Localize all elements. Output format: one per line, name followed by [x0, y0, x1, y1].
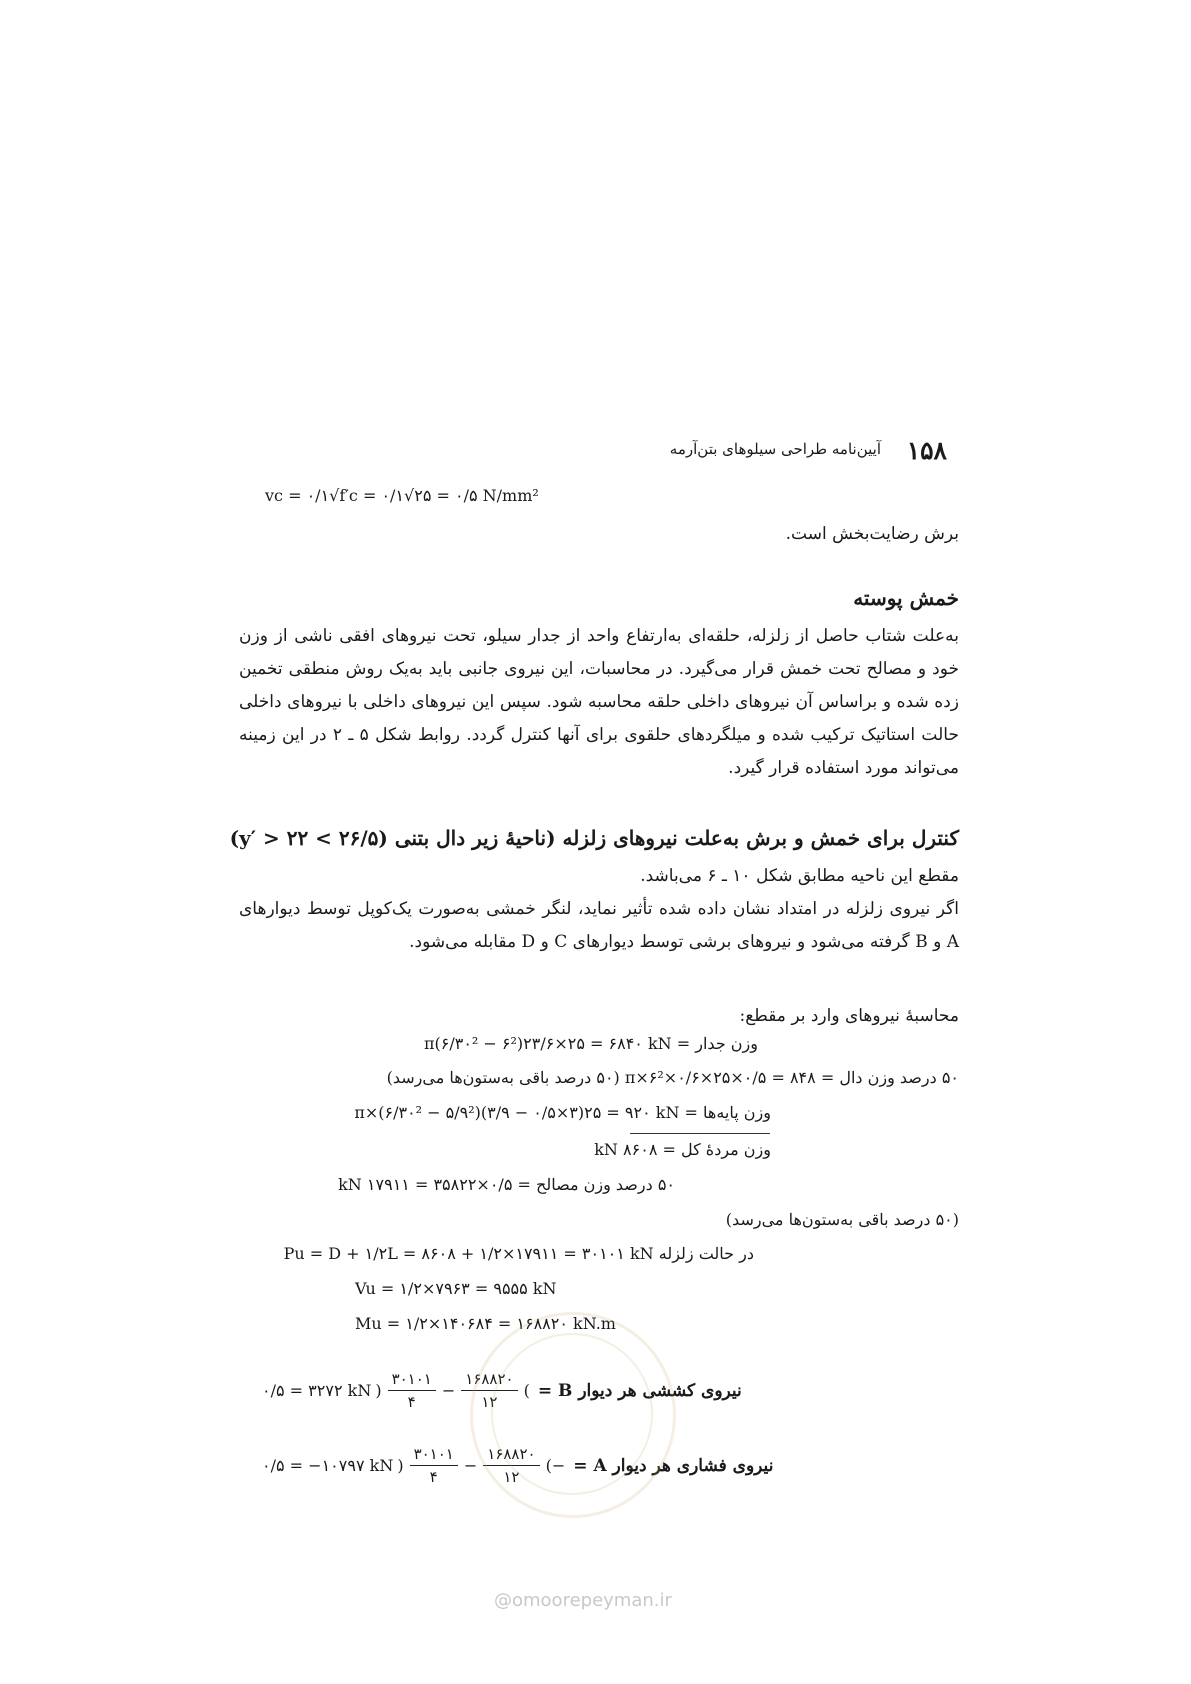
compression-result: ۰/۵ = −۱۰۷۹۷ kN — [262, 1456, 394, 1475]
sum-rule — [630, 1133, 770, 1134]
compression-numerator-2: ۳۰۱۰۱ — [410, 1445, 458, 1466]
tension-result: ۰/۵ = ۳۲۷۲ kN — [262, 1381, 372, 1400]
calc-pier-weight: وزن پایه‌ها = π×(۶/۳۰² − ۵/۹²)(۳/۹ − ۰/۵×۳)۲۵ = ۹۲۰ kN — [354, 1103, 771, 1122]
tension-open-paren: ( — [523, 1381, 530, 1400]
tension-label: نیروی کششی هر دیوار B = — [537, 1380, 742, 1401]
calc-material-note: (۵۰ درصد باقی به‌ستون‌ها می‌رسد) — [725, 1210, 959, 1229]
compression-open-paren: (− — [545, 1456, 566, 1475]
tension-numerator-1: ۱۶۸۸۲۰ — [461, 1370, 517, 1391]
tension-minus: − — [441, 1381, 456, 1400]
compression-close-paren: ) — [397, 1456, 404, 1475]
calc-mu: Mu = ۱/۲×۱۴۰۶۸۴ = ۱۶۸۸۲۰ kN.m — [355, 1314, 616, 1333]
calc-dead-total: وزن مردهٔ کل = ۸۶۰۸ kN — [594, 1140, 771, 1159]
section-heading-seismic-check: کنترل برای خمش و برش به‌علت نیروهای زلزله (ناحیهٔ زیر دال بتنی (۲۶/۵ > y′ > ۲۲) — [229, 826, 959, 850]
compression-denominator-1: ۱۲ — [503, 1468, 520, 1486]
compression-fraction-2 — [410, 1445, 458, 1486]
section-heading-shell-bending: خمش پوسته — [853, 586, 959, 610]
compression-minus: − — [463, 1456, 478, 1475]
calc-pu: در حالت زلزله Pu = D + ۱/۲L = ۸۶۰۸ + ۱/۲×۱۷۹۱۱ = ۳۰۱۰۱ kN — [283, 1244, 754, 1263]
compression-label: نیروی فشاری هر دیوار A = — [573, 1455, 774, 1476]
watermark-inner-ring — [491, 1333, 653, 1495]
tension-fraction-2 — [388, 1370, 436, 1411]
section-line: مقطع این ناحیه مطابق شکل ۱۰ ـ ۶ می‌باشد. — [640, 866, 959, 886]
calc-slab-weight: ۵۰ درصد وزن دال = π×۶²×۰/۶×۲۵×۰/۵ = ۸۴۸ (۵۰ درصد باقی به‌ستون‌ها می‌رسد) — [386, 1068, 959, 1087]
tension-close-paren: ) — [375, 1381, 382, 1400]
equation-vc: vc = ۰/۱√f′c = ۰/۱√۲۵ = ۰/۵ N/mm² — [265, 486, 539, 505]
shear-ok-text: برش رضایت‌بخش است. — [785, 524, 959, 544]
tension-denominator-2: ۴ — [407, 1393, 416, 1411]
compression-numerator-1: ۱۶۸۸۲۰ — [483, 1445, 539, 1466]
watermark-seal-icon — [470, 1312, 676, 1518]
tension-numerator-2: ۳۰۱۰۱ — [388, 1370, 436, 1391]
tension-denominator-1: ۱۲ — [481, 1393, 498, 1411]
running-title: آیین‌نامه طراحی سیلوهای بتن‌آرمه — [669, 440, 881, 458]
page-number: ۱۵۸ — [906, 436, 947, 465]
calc-wall-weight: وزن جدار = π(۶/۳۰² − ۶²)۲۳/۶×۲۵ = ۶۸۴۰ kN — [424, 1034, 758, 1053]
calc-intro: محاسبهٔ نیروهای وارد بر مقطع: — [739, 1006, 959, 1026]
shell-bending-paragraph: به‌علت شتاب حاصل از زلزله، حلقه‌ای به‌ارتفاع واحد از جدار سیلو، تحت نیروهای افقی ناشی از وزن خود و مصالح تحت خمش قرار می‌گیرد. در محاسبات، این نیروی جانبی باید به‌یک روش منطقی تخمین زده شده و براساس آن نیروهای داخلی حلقه محاسبه شود. سپس این نیروهای داخلی با نیروهای داخلی حالت استاتیک ترکیب شده و میلگردهای حلقوی برای آنها کنترل گردد. روابط شکل ۵ ـ ۲ در این زمینه می‌تواند مورد استفاده قرار گیرد. — [239, 626, 959, 778]
compression-denominator-2: ۴ — [429, 1468, 438, 1486]
calc-material-weight: ۵۰ درصد وزن مصالح = ۰/۵×۳۵۸۲۲ = ۱۷۹۱۱ kN — [338, 1175, 675, 1194]
watermark-site-text: @omoorepeyman.ir — [494, 1590, 672, 1611]
seismic-paragraph: اگر نیروی زلزله در امتداد نشان داده شده تأثیر نماید، لنگر خمشی به‌صورت یک‌کوپل توسط دیوارهای A و B گرفته می‌شود و نیروهای برشی توسط دیوارهای C و D مقابله می‌شود. — [239, 899, 959, 952]
calc-vu: Vu = ۱/۲×۷۹۶۳ = ۹۵۵۵ kN — [355, 1279, 557, 1298]
